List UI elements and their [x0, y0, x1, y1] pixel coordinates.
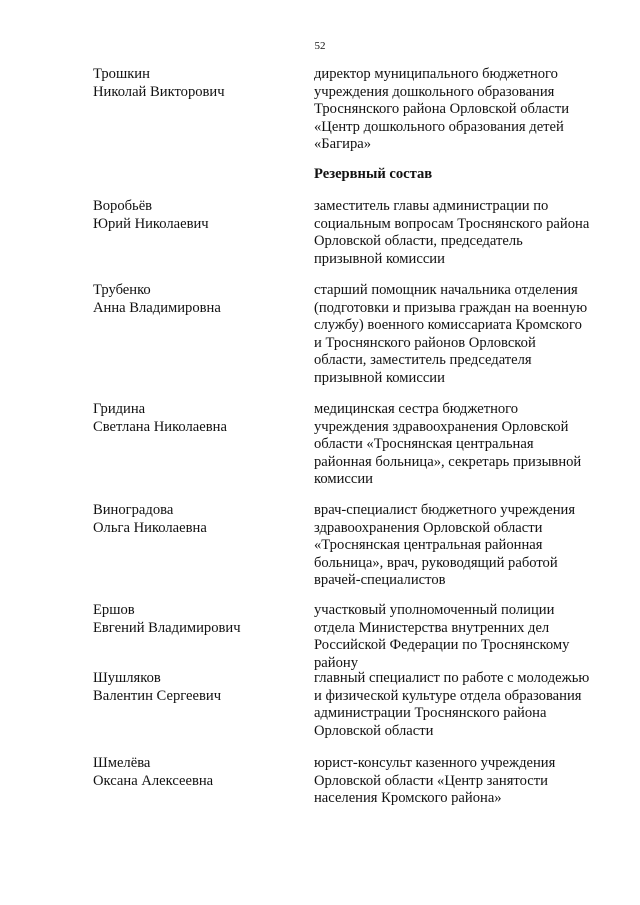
role-line: заместитель главы администрации по [314, 198, 549, 214]
role-line: здравоохранения Орловской области [314, 519, 543, 536]
surname: Шушляков [93, 670, 161, 686]
role-line: комиссии [314, 471, 373, 488]
role-line: юрист-консульт казенного учреждения [314, 755, 556, 771]
role-line: области «Троснянская центральная [314, 436, 534, 453]
role-line: Российской Федерации по Троснянскому [314, 637, 570, 654]
role-line: населения Кромского района» [314, 790, 502, 807]
role-line: Орловской области «Центр занятости [314, 772, 548, 789]
entry-name [93, 755, 298, 790]
entry-role [314, 66, 614, 154]
given-names: Анна Владимировна [93, 299, 221, 316]
role-line: врач-специалист бюджетного учреждения [314, 502, 576, 518]
role-line: и Троснянского районов Орловской [314, 334, 536, 351]
entry-role [314, 755, 614, 808]
role-line: призывной комиссии [314, 250, 445, 267]
surname: Виноградова [93, 502, 174, 518]
role-line: учреждения здравоохранения Орловской [314, 418, 569, 435]
role-line: учреждения дошкольного образования [314, 83, 555, 100]
entry-role [314, 502, 614, 590]
entry-role [314, 602, 614, 672]
entry-role [314, 670, 614, 740]
role-line: «Центр дошкольного образования детей [314, 118, 564, 135]
role-line: Троснянского района Орловской области [314, 101, 570, 118]
given-names: Оксана Алексеевна [93, 772, 214, 789]
role-line: главный специалист по работе с молодежью [314, 670, 590, 686]
entry-role [314, 282, 614, 388]
role-line: директор муниципального бюджетного [314, 66, 558, 82]
entry-name [93, 282, 298, 317]
entry-role [314, 401, 614, 489]
role-line: службу) военного комиссариата Кромского [314, 317, 582, 334]
entry-name [93, 66, 298, 101]
role-line: району [314, 654, 358, 671]
entry-name [93, 401, 298, 436]
role-line: социальным вопросам Троснянского района [314, 215, 590, 232]
role-line: больница», врач, руководящий работой [314, 554, 558, 571]
role-line: районная больница», секретарь призывной [314, 453, 582, 470]
role-line: участковый уполномоченный полиции [314, 602, 555, 618]
role-line: отдела Министерства внутренних дел [314, 619, 550, 636]
surname: Гридина [93, 401, 146, 417]
entry-name [93, 198, 298, 233]
given-names: Ольга Николаевна [93, 519, 207, 536]
role-line: (подготовки и призыва граждан на военную [314, 299, 588, 316]
entry-role [314, 198, 614, 268]
role-line: администрации Троснянского района [314, 705, 547, 722]
given-names: Светлана Николаевна [93, 418, 227, 435]
given-names: Валентин Сергеевич [93, 687, 222, 704]
given-names: Евгений Владимирович [93, 619, 241, 636]
surname: Шмелёва [93, 755, 151, 771]
role-line: и физической культуре отдела образования [314, 687, 582, 704]
role-line: «Багира» [314, 136, 372, 153]
surname: Трошкин [93, 66, 150, 82]
role-line: «Троснянская центральная районная [314, 537, 543, 554]
role-line: медицинская сестра бюджетного [314, 401, 519, 417]
role-line: Орловской области, председатель [314, 233, 523, 250]
entry-name [93, 670, 298, 705]
role-line: призывной комиссии [314, 369, 445, 386]
surname: Трубенко [93, 282, 151, 298]
role-line: области, заместитель председателя [314, 352, 532, 369]
role-line: врачей-специалистов [314, 572, 446, 589]
section-heading: Резервный состав [314, 166, 433, 182]
surname: Ершов [93, 602, 135, 618]
page-number: 52 [314, 40, 326, 52]
given-names: Николай Викторович [93, 83, 225, 100]
role-line: Орловской области [314, 722, 434, 739]
surname: Воробьёв [93, 198, 153, 214]
entry-name [93, 502, 298, 537]
entry-name [93, 602, 298, 637]
role-line: старший помощник начальника отделения [314, 282, 578, 298]
given-names: Юрий Николаевич [93, 215, 209, 232]
